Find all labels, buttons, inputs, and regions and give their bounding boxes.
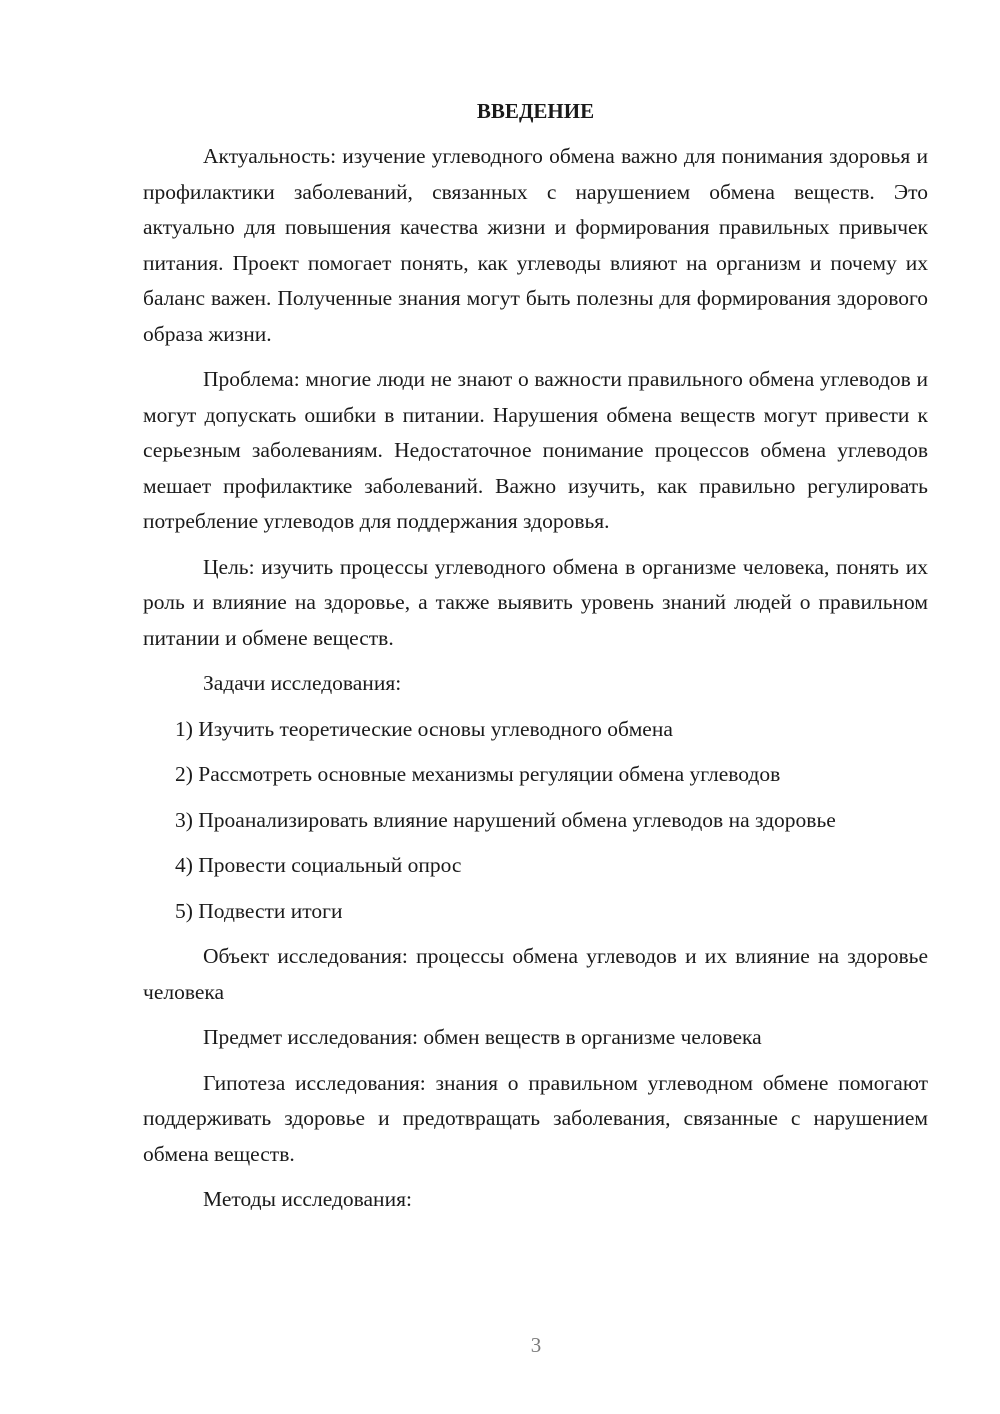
task-item: 3) Проанализировать влияние нарушений обмена углеводов на здоровье bbox=[175, 807, 836, 832]
paragraph-subject: Предмет исследования: обмен веществ в организме человека bbox=[203, 1025, 762, 1049]
task-item: 1) Изучить теоретические основы углеводного обмена bbox=[175, 716, 673, 741]
task-item: 4) Провести социальный опрос bbox=[175, 853, 462, 877]
paragraph-problem: Проблема: многие люди не знают о важности правильного обмена углеводов и могут допускать ошибки в питании. Нарушения обмена веществ могут привести к серьезным заболеваниям. Недостаточное понимание процессов обмена углеводов мешает профилактике заболеваний. Важно изучить, как правильно регулировать потребление углеводов для поддержания здоровья. bbox=[143, 367, 928, 533]
task-item: 2) Рассмотреть основные механизмы регуляции обмена углеводов bbox=[175, 762, 781, 786]
section-title: ВВЕДЕНИЕ bbox=[476, 99, 595, 123]
paragraph-tasks-heading: Задачи исследования: bbox=[203, 671, 402, 695]
paragraph-goal: Цель: изучить процессы углеводного обмена в организме человека, понять их роль и влияние на здоровье, а также выявить уровень знаний людей о правильном питании и обмене веществ. bbox=[143, 554, 928, 650]
page-content bbox=[143, 95, 928, 1228]
page-number: 3 bbox=[530, 1333, 542, 1357]
paragraph-hypothesis: Гипотеза исследования: знания о правильном углеводном обмене помогают поддерживать здоровье и предотвращать заболевания, связанные с нарушением обмена веществ. bbox=[143, 1070, 928, 1166]
task-item: 5) Подвести итоги bbox=[175, 898, 343, 923]
paragraph-object: Объект исследования: процессы обмена углеводов и их влияние на здоровье человека bbox=[143, 944, 928, 1004]
paragraph-relevance: Актуальность: изучение углеводного обмена важно для понимания здоровья и профилактики заболеваний, связанных с нарушением обмена веществ. Это актуально для повышения качества жизни и формирования правильных привычек питания. Проект помогает понять, как углеводы влияют на организм и почему их баланс важен. Полученные знания могут быть полезны для формирования здорового образа жизни. bbox=[143, 144, 928, 346]
paragraph-methods: Методы исследования: bbox=[203, 1187, 412, 1211]
